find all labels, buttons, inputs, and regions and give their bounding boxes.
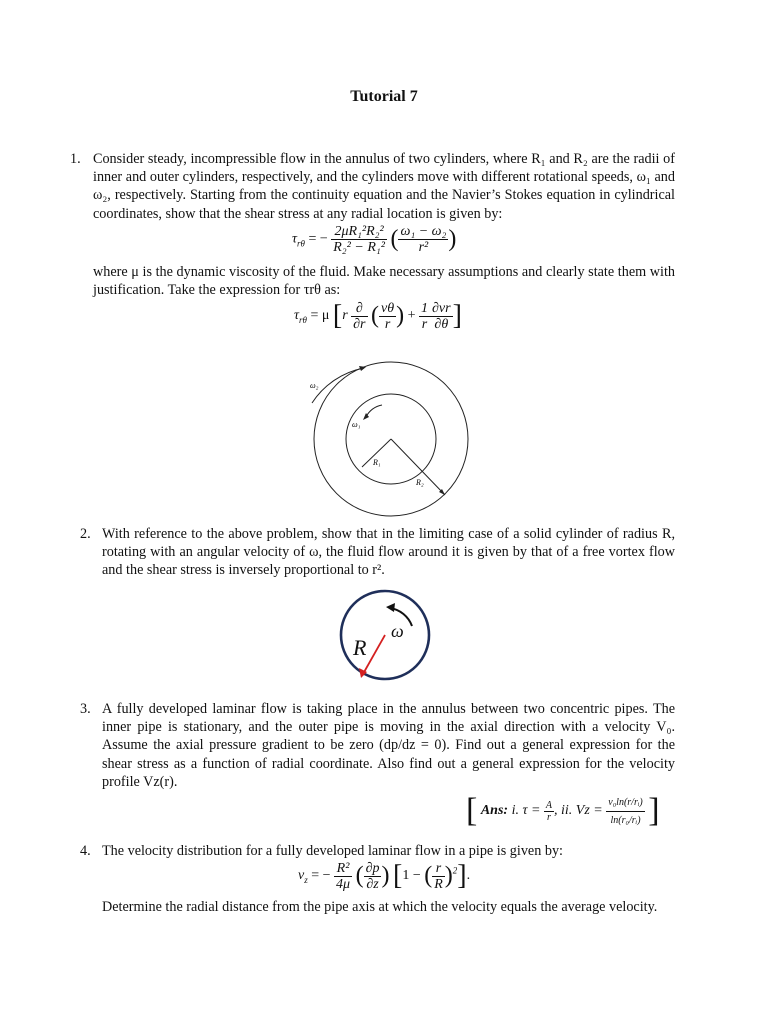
eq4-lhs-sub: z [304, 875, 308, 886]
omega-arrowhead [386, 603, 395, 612]
eq1-fraction-2 [398, 224, 448, 255]
q4-text-a: The velocity distribution for a fully developed laminar flow in a pipe is given by: [102, 843, 563, 859]
q1-equation-shear: $\tau_{r\theta}$ = − $\frac{\text{2μR₁²R₂²}}{\text{R₂² − R₁²}}$ ( $\frac{\text{ω₁ − ω₂}}{\text{r²}}$ ) [292, 224, 457, 255]
q1-equation-tau: $\tau_{r\theta} = \mu$ [r $\frac{\partial}{\partial r}$ ( $\frac{v\theta}{r}$ ) + $\frac{1}{r}$ $\frac{\partial vr}{\partial\theta}$ ] [294, 300, 462, 332]
eq2-deriv-r [351, 301, 367, 332]
q3-text: A fully developed laminar flow is taking place in the annulus between two concentric pipes. The inner pipe is stationary, and the outer pipe is moving in the axial direction with a velocity V₀. Assume the axial pressure gradient to be zero (dp/dz = 0). Find out a general expression for the shear stress as a function of radial coordinate. Also find out a general expression for the velocity profile Vz(r). [102, 701, 675, 790]
eq4-pressure-gradient [364, 861, 382, 892]
answer-velocity-frac [606, 794, 645, 829]
eq2-r: r [342, 308, 348, 324]
answer-a: A [545, 799, 553, 811]
eq4-equals: = − [311, 868, 331, 884]
eq4-R: R [434, 876, 443, 892]
eq1-equals: = − [308, 231, 328, 247]
eq2-lhs-sub: rθ [299, 315, 307, 326]
eq2-dtheta: ∂θ [434, 316, 449, 332]
eq4-dz: ∂z [366, 876, 379, 892]
q2-number: 2. [80, 526, 91, 542]
eq1-denominator: R₂² − R₁² [333, 240, 385, 255]
eq2-plus: + [407, 308, 416, 324]
q4-number: 4. [80, 843, 91, 859]
q1-number: 1. [70, 151, 81, 167]
eq4-power: 2 [452, 865, 458, 876]
eq2-deriv-theta [430, 301, 453, 332]
answer-a-over-r [544, 800, 554, 823]
q3-number: 3. [80, 701, 91, 717]
eq2-vtheta-frac [379, 301, 396, 332]
answer-velocity-den: ln(r₀/rᵢ) [610, 814, 641, 826]
eq1-fraction [331, 224, 387, 255]
label-r1: R₁ [373, 458, 381, 467]
answer-velocity-num: v₀ln(r/rᵢ) [606, 794, 645, 812]
eq2-deriv-num: ∂ [351, 301, 367, 317]
label-omega2: ω₂ [310, 381, 319, 390]
answer-label: Ans: [480, 803, 509, 819]
eq2-vtheta-num: vθ [381, 300, 395, 316]
answer-part-ii: , ii. Vz = [554, 803, 603, 819]
omega1-arrow [366, 405, 382, 417]
eq2-equals: = μ [310, 308, 330, 324]
eq4-dp: ∂p [365, 860, 380, 876]
eq2-deriv-den: ∂r [353, 316, 366, 332]
eq4-r2-over-4mu [334, 861, 352, 892]
eq4-denominator: 4μ [336, 876, 351, 892]
q1-text-a: Consider steady, incompressible flow in the annulus of two cylinders, where R₁ and R₂ are the radii of inner and outer cylinders, respectively, and the cylinders move with different rotational speeds, ω₁ and ω₂, respectively. Starting from the continuity equation and the Navier’s Stokes equation in cylindrical coordinates, show that the shear stress at any radial location is given by: [93, 151, 675, 222]
eq1-denominator-2: r² [418, 240, 429, 255]
q2-text: With reference to the above problem, show that in the limiting case of a solid cylinder of radius R, rotating with an angular velocity of ω, the fluid flow around it is given by that of a free vortex flow and the shear stress is inversely proportional to r². [102, 526, 675, 579]
page-title: Tutorial 7 [350, 88, 418, 105]
q3-answer: [ Ans: i. τ = $\frac{A}{r}$ , ii. Vz = $\frac{\text{v₀ln(r/rᵢ)}}{\text{ln(r₀/rᵢ)}}$ ] [466, 792, 660, 829]
label-omega: ω [391, 621, 404, 641]
eq4-numerator: R² [334, 861, 352, 877]
eq2-vtheta-den: r [384, 316, 391, 332]
concentric-cylinders-diagram [300, 355, 480, 520]
eq2-one: 1 [421, 300, 429, 316]
omega2-arrow [312, 368, 364, 403]
eq2-r-den: r [421, 316, 428, 332]
answer-r: r [547, 811, 551, 823]
eq4-one-minus: 1 − [402, 868, 421, 884]
q1-text-b: where μ is the dynamic viscosity of the fluid. Make necessary assumptions and clearly state them with justification. Take the expression for τrθ as: [93, 264, 675, 299]
eq4-r: r [432, 861, 445, 877]
eq2-one-over-r [419, 301, 430, 332]
rotating-cylinder-diagram [328, 588, 444, 684]
label-omega1: ω₁ [352, 420, 361, 429]
eq2-lhs: τ [294, 308, 300, 324]
q4-text-b: Determine the radial distance from the pipe axis at which the velocity equals the average velocity. [102, 899, 658, 915]
eq4-lhs: v [298, 868, 305, 884]
label-r2: R₂ [416, 478, 424, 487]
eq1-lhs: τ [292, 231, 298, 247]
label-R: R [353, 635, 367, 660]
eq1-numerator-2: ω₁ − ω₂ [400, 224, 447, 239]
eq2-dvr: ∂vr [432, 300, 451, 316]
eq1-numerator: 2μR₁²R₂² [331, 224, 387, 240]
answer-part-i: i. τ = [511, 803, 541, 819]
eq4-r-over-R [432, 861, 445, 892]
eq1-lhs-sub: rθ [297, 238, 305, 249]
q4-equation-velocity: $v_z$ = − $\frac{\text{R²}}{4\mu}$ ( $\frac{\partial p}{\partial z}$ ) [1 − ( $\frac{r}{R}$ )$^2$]. [298, 860, 471, 892]
eq4-period: . [466, 868, 471, 884]
